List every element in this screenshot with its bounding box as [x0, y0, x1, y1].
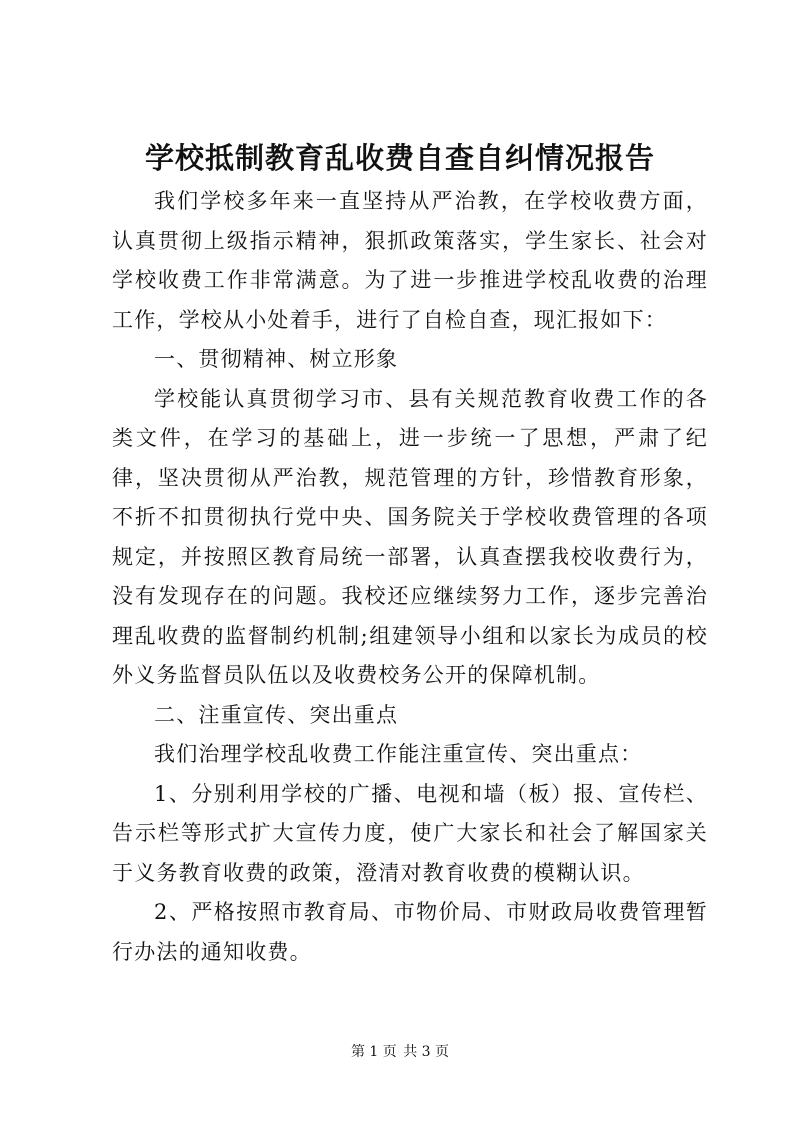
section-heading-1: 一、贯彻精神、树立形象 [154, 347, 399, 371]
paragraph-section-2-intro: 我们治理学校乱收费工作能注重宣传、突出重点： [154, 742, 643, 766]
document-body [112, 182, 708, 972]
paragraph-item-1: 1、分别利用学校的广播、电视和墙（板）报、宣传栏、告示栏等形式扩大宣传力度，使广大家长和社会了解国家关于义务教育收费的政策，澄清对教育收费的模糊认识。 [112, 781, 708, 885]
paragraph-item-2: 2、严格按照市教育局、市物价局、市财政局收费管理暂行办法的通知收费。 [112, 900, 708, 964]
page-number: 第 1 页 [350, 1044, 397, 1060]
section-heading-2: 二、注重宣传、突出重点 [154, 702, 399, 727]
page-footer [0, 1042, 800, 1062]
document-title: 学校抵制教育乱收费自查自纠情况报告 [144, 141, 655, 175]
page-total: 共 3 页 [403, 1044, 450, 1060]
paragraph-intro: 我们学校多年来一直坚持从严治教，在学校收费方面，认真贯彻上级指示精神，狠抓政策落实，学生家长、社会对学校收费工作非常满意。为了进一步推进学校乱收费的治理工作，学校从小处着手，进行了自检自查，现汇报如下： [112, 189, 708, 332]
paragraph-section-1: 学校能认真贯彻学习市、县有关规范教育收费工作的各类文件，在学习的基础上，进一步统一了思想，严肃了纪律，坚决贯彻从严治教，规范管理的方针，珍惜教育形象，不折不扣贯彻执行党中央、国务院关于学校收费管理的各项规定，并按照区教育局统一部署，认真查摆我校收费行为，没有发现存在的问题。我校还应继续努力工作，逐步完善治理乱收费的监督制约机制;组建领导小组和以家长为成员的校外义务监督员队伍以及收费校务公开的保障机制。 [112, 386, 708, 687]
